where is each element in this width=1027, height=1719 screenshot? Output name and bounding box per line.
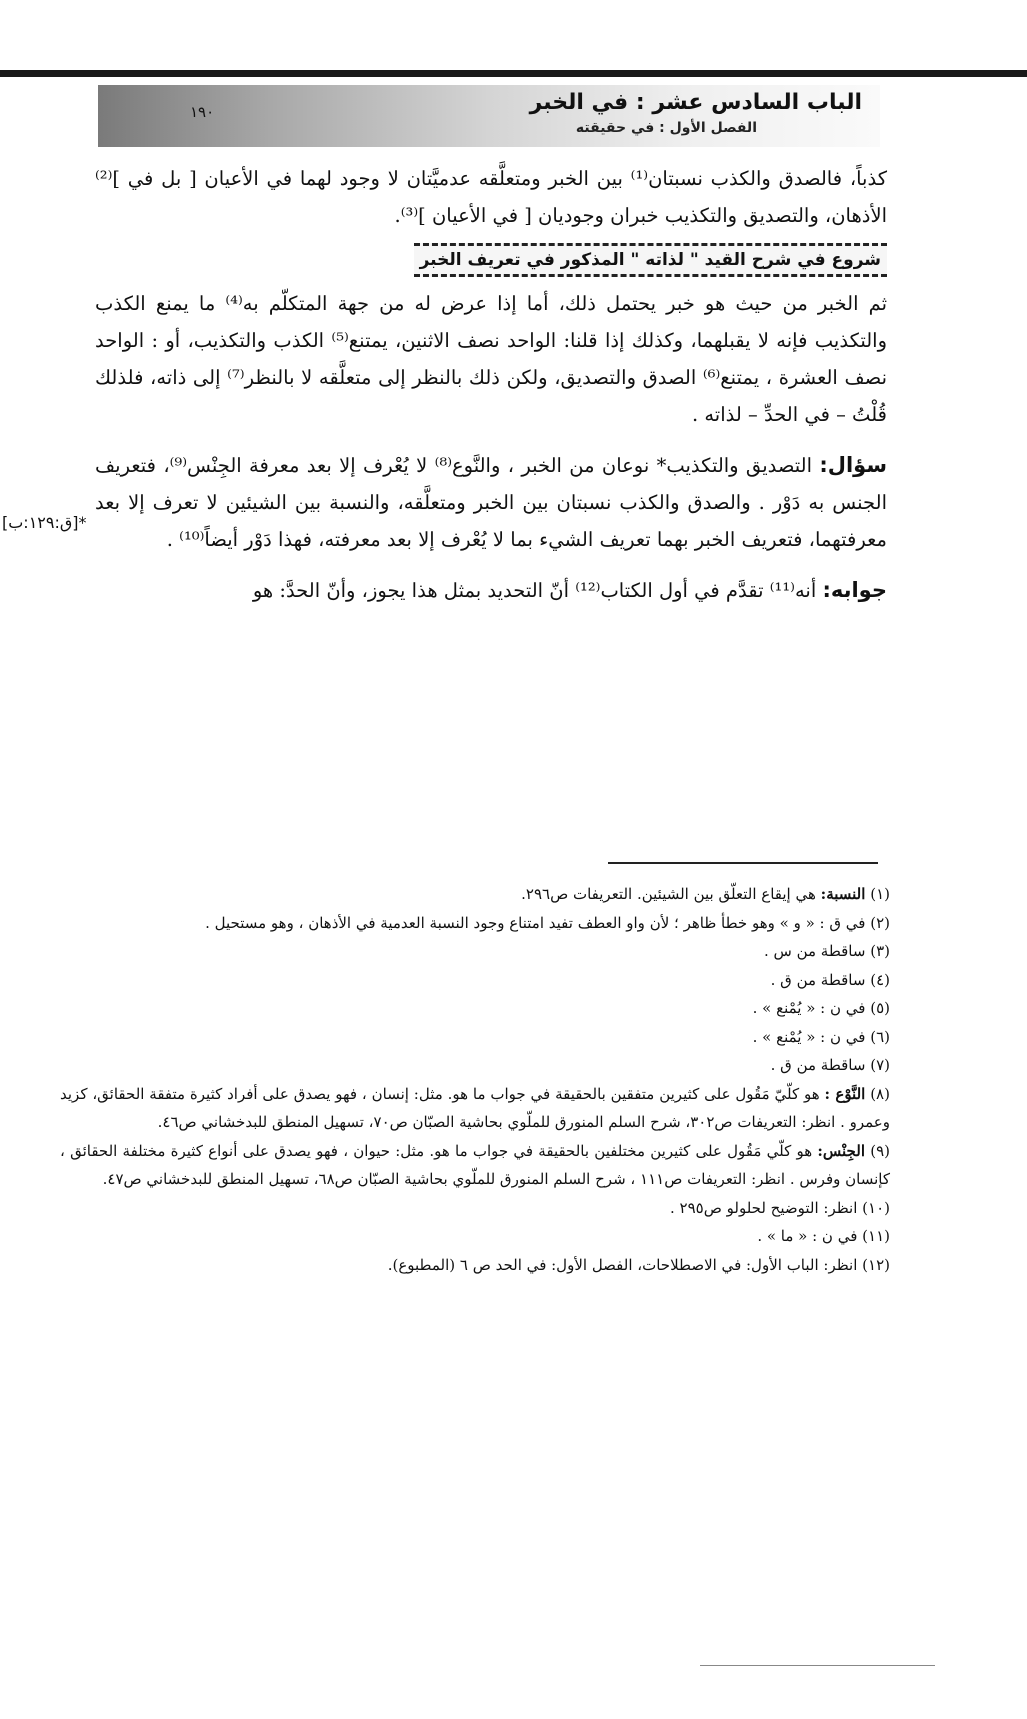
subheading-wrap [95, 240, 887, 277]
footnote-4: (٤) ساقطة من ق . [770, 970, 890, 989]
footnote-6: (٦) في ن : « يُمْنع » . [752, 1027, 890, 1046]
question-paragraph [95, 447, 887, 558]
footnote-2 [60, 909, 890, 938]
footnote-text: هي إيقاع التعلّق بين الشيئين. التعريفات ص٢٩٦. [521, 885, 816, 903]
footnote-term: الجِنْس: [817, 1141, 865, 1160]
footnote-8 [60, 1080, 890, 1137]
answer-paragraph [95, 572, 887, 609]
footnote-separator [608, 862, 878, 864]
footnote-12: (١٢) انظر: الباب الأول: في الاصطلاحات، الفصل الأول: في الحد ص ٦ (المطبوع). [387, 1255, 890, 1274]
answer-text: أنه⁽¹¹⁾ تقدَّم في أول الكتاب⁽¹²⁾ أنّ التحديد بمثل هذا يجوز، وأنّ الحدَّ: هو [252, 579, 817, 602]
paragraph-2: ثم الخبر من حيث هو خبر يحتمل ذلك، أما إذا عرض له من جهة المتكلّم به⁽⁴⁾ ما يمنع الكذب والتكذيب فإنه لا يقبلهما، وكذلك إذا قلنا: الواحد نصف الاثنين، يمتنع⁽⁵⁾ الكذب والتكذيب، أو : الواحد نصف العشرة ، يمتنع⁽⁶⁾ الصدق والتصديق، ولكن ذلك بالنظر إلى متعلَّقه لا بالنظر⁽⁷⁾ إلى ذاته، فلذلك قُلْتُ – في الحدِّ – لذاته . [95, 292, 887, 426]
footnote-10: (١٠) انظر: التوضيح لحلولو ص٢٩٥ . [670, 1198, 890, 1217]
subheading: شروع في شرح القيد " لذاته " المذكور في تعريف الخبر [414, 243, 887, 277]
footnote-number: (٢) [870, 913, 890, 932]
margin-note: *[ق:١٢٩:ب] [2, 513, 87, 532]
paragraph-1: كذباً، فالصدق والكذب نسبتان⁽¹⁾ بين الخبر ومتعلَّقه عدميَّتان لا وجود لهما في الأعيان [ بل في ]⁽²⁾ الأذهان، والتصديق والتكذيب خبران وجوديان [ في الأعيان ]⁽³⁾. [95, 167, 887, 227]
top-rule [0, 70, 1027, 77]
footnotes [60, 880, 890, 1279]
footnote-1 [60, 880, 890, 909]
footnote-11: (١١) في ن : « ما » . [757, 1227, 890, 1245]
footnote-7: (٧) ساقطة من ق . [770, 1056, 890, 1074]
footnote-text: هو كلّيّ مَقُول على كثيرين متفقين بالحقيقة في جواب ما هو. مثل: إنسان ، فهو يصدق على أفراد كثيرة متفقة الحقائق، كزيد وعمرو . انظر: التعريفات ص٣٠٢، شرح السلم المنورق للملّوي بحاشية الصبّان ص٧٠، تسهيل المنطق للبدخشاني ص٤٦. [60, 1084, 890, 1131]
page-number: ١٩٠ [190, 103, 215, 121]
footnote-9 [60, 1137, 890, 1194]
question-label: سؤال: [819, 453, 887, 477]
footnote-5: (٥) في ن : « يُمْنع » . [752, 999, 890, 1017]
chapter-title: الباب السادس عشر : في الخبر [529, 90, 862, 115]
footnote-term: النَّوْع : [824, 1084, 866, 1103]
footnote-text: هو كلّي مَقُول على كثيرين مختلفين بالحقيقة في جواب ما هو. مثل: حيوان ، فهو يصدق على أنواع كثيرة مختلفة الحقائق ، كإنسان وفرس . انظر: التعريفات ص١١١ ، شرح السلم المنورق للملّوي بحاشية الصبّان ص٦٨، تسهيل المنطق للبدخشاني ص٤٧. [60, 1141, 890, 1188]
question-text: التصديق والتكذيب* نوعان من الخبر ، والنَّوع⁽⁸⁾ لا يُعْرف إلا بعد معرفة الجِنْس⁽⁹⁾، فتعريف الجنس به دَوْر . والصدق والكذب نسبتان بين الخبر ومتعلَّقه، والنسبة بين الشيئين لا تعرف إلا بعد معرفتهما، فتعريف الخبر بهما تعريف الشيء بما لا يُعْرف إلا بعد معرفته، فهذا دَوْر أيضاً⁽¹⁰⁾ . [95, 454, 887, 551]
section-title: الفصل الأول : في حقيقته [575, 120, 757, 136]
answer-label: جوابه: [822, 578, 887, 602]
footnote-text: في ق : « و » وهو خطأ ظاهر ؛ لأن واو العطف تفيد امتناع وجود النسبة العدمية في الأذهان ، وهو مستحيل . [205, 913, 866, 932]
main-text [95, 160, 887, 609]
footnote-term: النسبة: [820, 885, 866, 903]
footnote-number: (٨) [870, 1084, 890, 1103]
footnote-number: (٩) [870, 1141, 890, 1160]
footnote-number: (١) [870, 885, 890, 903]
bottom-rule [700, 1665, 935, 1666]
footnote-3: (٣) ساقطة من س . [763, 942, 890, 960]
